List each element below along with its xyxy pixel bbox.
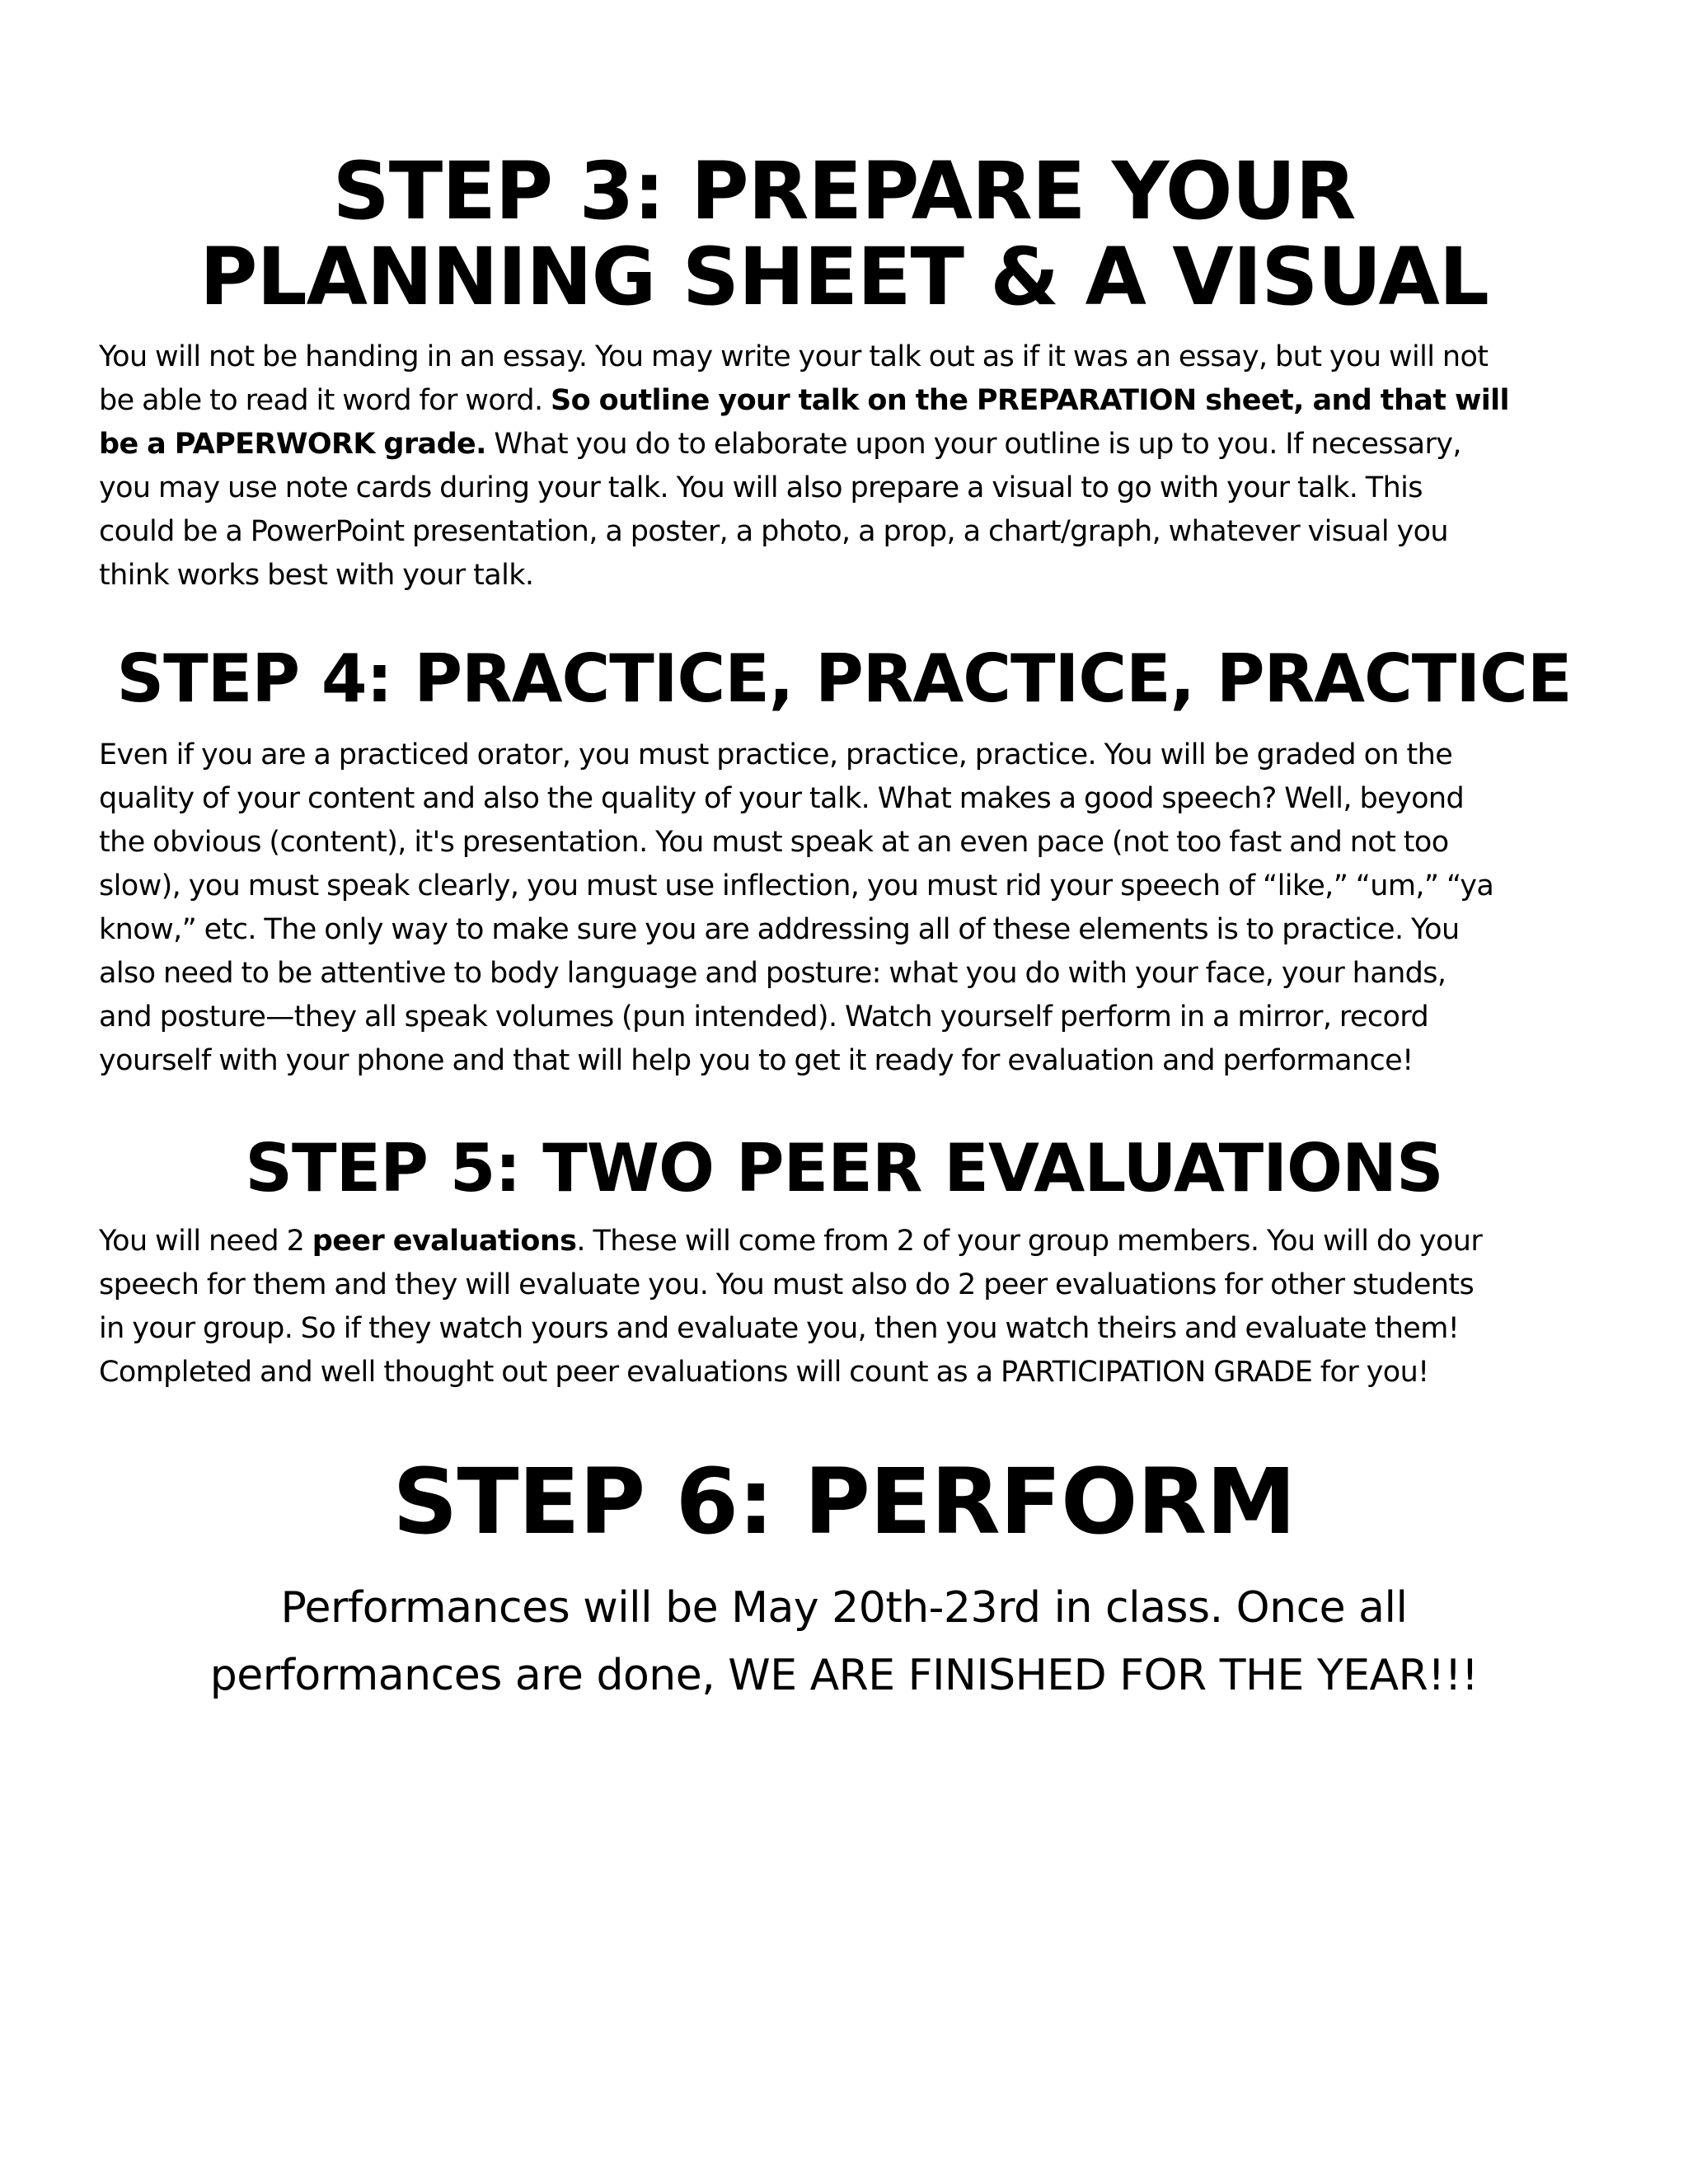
step5-line-2: speech for them and they will evaluate you. You must also do 2 peer evaluations for other students bbox=[99, 1268, 1475, 1301]
step4-heading: STEP 4: PRACTICE, PRACTICE, PRACTICE bbox=[116, 640, 1572, 717]
step4-line-1: Even if you are a practiced orator, you must practice, practice, practice. You will be graded on the bbox=[99, 738, 1453, 771]
step4-line-3: the obvious (content), it's presentation. You must speak at an even pace (not too fast and not too bbox=[99, 826, 1449, 859]
step5-heading: STEP 5: TWO PEER EVALUATIONS bbox=[245, 1130, 1443, 1207]
step3-line-1: You will not be handing in an essay. You may write your talk out as if it was an essay, but you will not bbox=[99, 340, 1489, 373]
step6-line-1: Performances will be May 20th-23rd in class. Once all bbox=[280, 1583, 1408, 1633]
step4-line-2: quality of your content and also the quality of your talk. What makes a good speech? Well, beyond bbox=[99, 782, 1465, 815]
step4-line-7: and posture—they all speak volumes (pun intended). Watch yourself perform in a mirror, record bbox=[99, 1001, 1429, 1033]
step3-line-2 bbox=[99, 379, 1589, 423]
step3-line-3 bbox=[99, 423, 1589, 466]
step3-line-2-text: be able to read it word for word. bbox=[99, 384, 543, 417]
step3-bold-instruction-1: So outline your talk on the PREPARATION sheet, and that will bbox=[551, 384, 1509, 417]
step5-line-3: in your group. So if they watch yours and evaluate you, then you watch theirs and evaluate them! bbox=[99, 1312, 1460, 1345]
step5-line-1 bbox=[99, 1220, 1589, 1263]
step3-heading-line2: PLANNING SHEET & A VISUAL bbox=[199, 231, 1489, 323]
step3-bold-instruction-2: be a PAPERWORK grade. bbox=[99, 428, 486, 461]
step3-heading bbox=[0, 145, 1688, 323]
step6-heading: STEP 6: PERFORM bbox=[392, 1449, 1296, 1554]
step4-line-6: also need to be attentive to body language and posture: what you do with your face, your hands, bbox=[99, 957, 1447, 990]
step4-paragraph bbox=[99, 733, 1589, 1083]
step5-line-1-post: . These will come from 2 of your group members. You will do your bbox=[576, 1225, 1483, 1258]
step5-paragraph bbox=[99, 1220, 1589, 1394]
step3-paragraph bbox=[99, 335, 1589, 598]
step3-line-3-text: What you do to elaborate upon your outline is up to you. If necessary, bbox=[494, 428, 1461, 461]
step6-paragraph bbox=[0, 1574, 1688, 1709]
step5-line-1-pre: You will need 2 bbox=[99, 1225, 305, 1258]
step3-heading-line1: STEP 3: PREPARE YOUR bbox=[332, 145, 1356, 237]
step3-line-6: think works best with your talk. bbox=[99, 559, 534, 592]
step6-line-2: performances are done, WE ARE FINISHED FOR THE YEAR!!! bbox=[209, 1651, 1479, 1700]
step4-line-8: yourself with your phone and that will help you to get it ready for evaluation and performance! bbox=[99, 1044, 1414, 1077]
step5-line-4: Completed and well thought out peer evaluations will count as a PARTICIPATION GRADE for you! bbox=[99, 1356, 1429, 1389]
step3-line-5: could be a PowerPoint presentation, a poster, a photo, a prop, a chart/graph, whatever visual you bbox=[99, 515, 1448, 548]
step4-line-4: slow), you must speak clearly, you must use inflection, you must rid your speech of “like,” “um,” “ya bbox=[99, 869, 1494, 902]
step4-line-5: know,” etc. The only way to make sure you are addressing all of these elements is to practice. You bbox=[99, 913, 1460, 946]
step3-line-4: you may use note cards during your talk. You will also prepare a visual to go with your talk. This bbox=[99, 471, 1423, 504]
step5-bold-peer-evaluations: peer evaluations bbox=[312, 1225, 577, 1258]
